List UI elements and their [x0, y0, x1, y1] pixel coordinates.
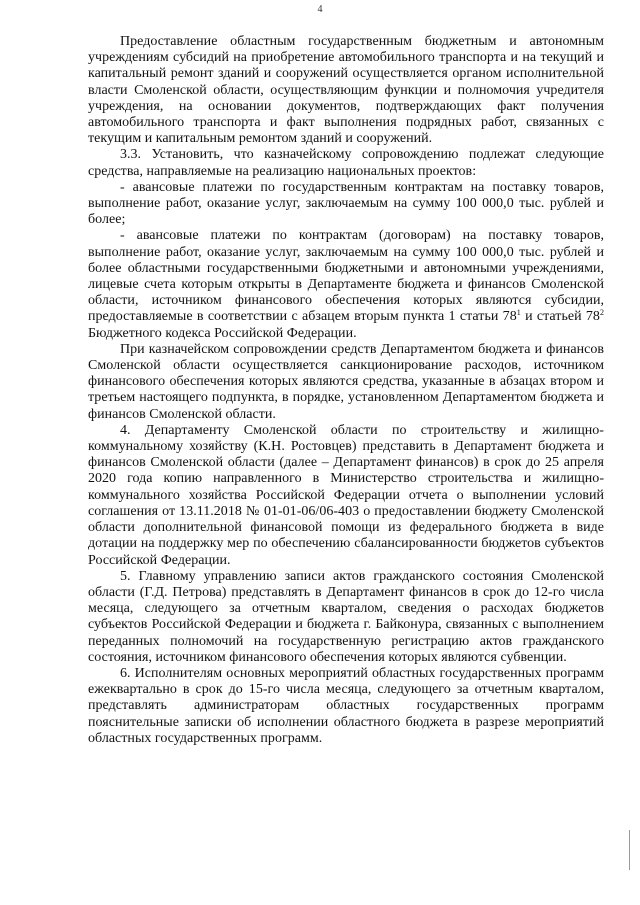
scan-edge-mark	[629, 830, 630, 870]
paragraph-6: 6. Исполнителям основных мероприятий областных государственных программ ежеквартально в срок до 15-го числа месяца, следующего за отчетным кварталом, представлять администраторам областных государственных программ пояснительные записки об исполнении областного бюджета в разрезе мероприятий областных государственных программ.	[88, 665, 604, 746]
superscript: 2	[599, 308, 604, 318]
superscript: 1	[516, 308, 521, 318]
paragraph-5: 5. Главному управлению записи актов гражданского состояния Смоленской области (Г.Д. Петрова) представлять в Департамент финансов в срок до 12-го числа месяца, следующего за отчетным кварталом, сведения о расходах бюджетов субъектов Российской Федерации и бюджета г. Байконура, связанных с выполнением переданных полномочий на государственную регистрацию актов гражданского состояния, источником финансового обеспечения которых являются субвенции.	[88, 568, 604, 665]
document-body	[88, 34, 604, 747]
paragraph-advance-contracts: - авансовые платежи по государственным контрактам на поставку товаров, выполнение работ, оказание услуг, заключаемым на сумму 100 000,0 тыс. рублей и более;	[88, 179, 604, 228]
paragraph-text: - авансовые платежи по контрактам (договорам) на поставку товаров, выполнение работ, оказание услуг, заключаемым на сумму 100 000,0 тыс. рублей и более областными государственными бюджетными и автономными учреждениями, лицевые счета которым открыты в Департаменте бюджета и финансов Смоленской области, источником финансового обеспечения которых являются субсидии, предоставляемые в соответствии с абзацем вторым пункта 1 статьи 78	[88, 228, 604, 325]
page-number: 4	[317, 4, 323, 15]
paragraph-subsidies: Предоставление областным государственным бюджетным и автономным учреждениям субсидий на приобретение автомобильного транспорта и на текущий и капитальный ремонт зданий и сооружений осуществляется органом исполнительной власти Смоленской области, осуществляющим функции и полномочия учредителя учреждения, на основании документов, подтверждающих факт получения автомобильного транспорта и факт выполнения подрядных работ, связанных с текущим и капитальным ремонтом зданий и сооружений.	[88, 34, 604, 147]
paragraph-treasury-support: При казначейском сопровождении средств Департаментом бюджета и финансов Смоленской области осуществляется санкционирование расходов, источником финансового обеспечения которых являются средства, указанные в абзацах втором и третьем настоящего подпункта, в порядке, установленном Департаментом бюджета и финансов Смоленской области.	[88, 341, 604, 422]
paragraph-4: 4. Департаменту Смоленской области по строительству и жилищно-коммунальному хозяйству (К.Н. Ростовцев) представить в Департамент бюджета и финансов Смоленской области (далее – Департамент финансов) в срок до 25 апреля 2020 года копию направленного в Министерство строительства и жилищно-коммунального хозяйства Российской Федерации отчета о выполнении условий соглашения от 13.11.2018 № 01-01-06/06-403 о предоставлении бюджету Смоленской области дополнительной финансовой помощи из федерального бюджета в виде дотации на поддержку мер по обеспечению сбалансированности бюджетов субъектов Российской Федерации.	[88, 422, 604, 568]
paragraph-advance-agreements	[88, 228, 604, 341]
paragraph-3-3: 3.3. Установить, что казначейскому сопровождению подлежат следующие средства, направляемые на реализацию национальных проектов:	[88, 147, 604, 179]
paragraph-text: Бюджетного кодекса Российской Федерации.	[88, 325, 357, 341]
paragraph-text: и статьей 78	[520, 309, 600, 325]
